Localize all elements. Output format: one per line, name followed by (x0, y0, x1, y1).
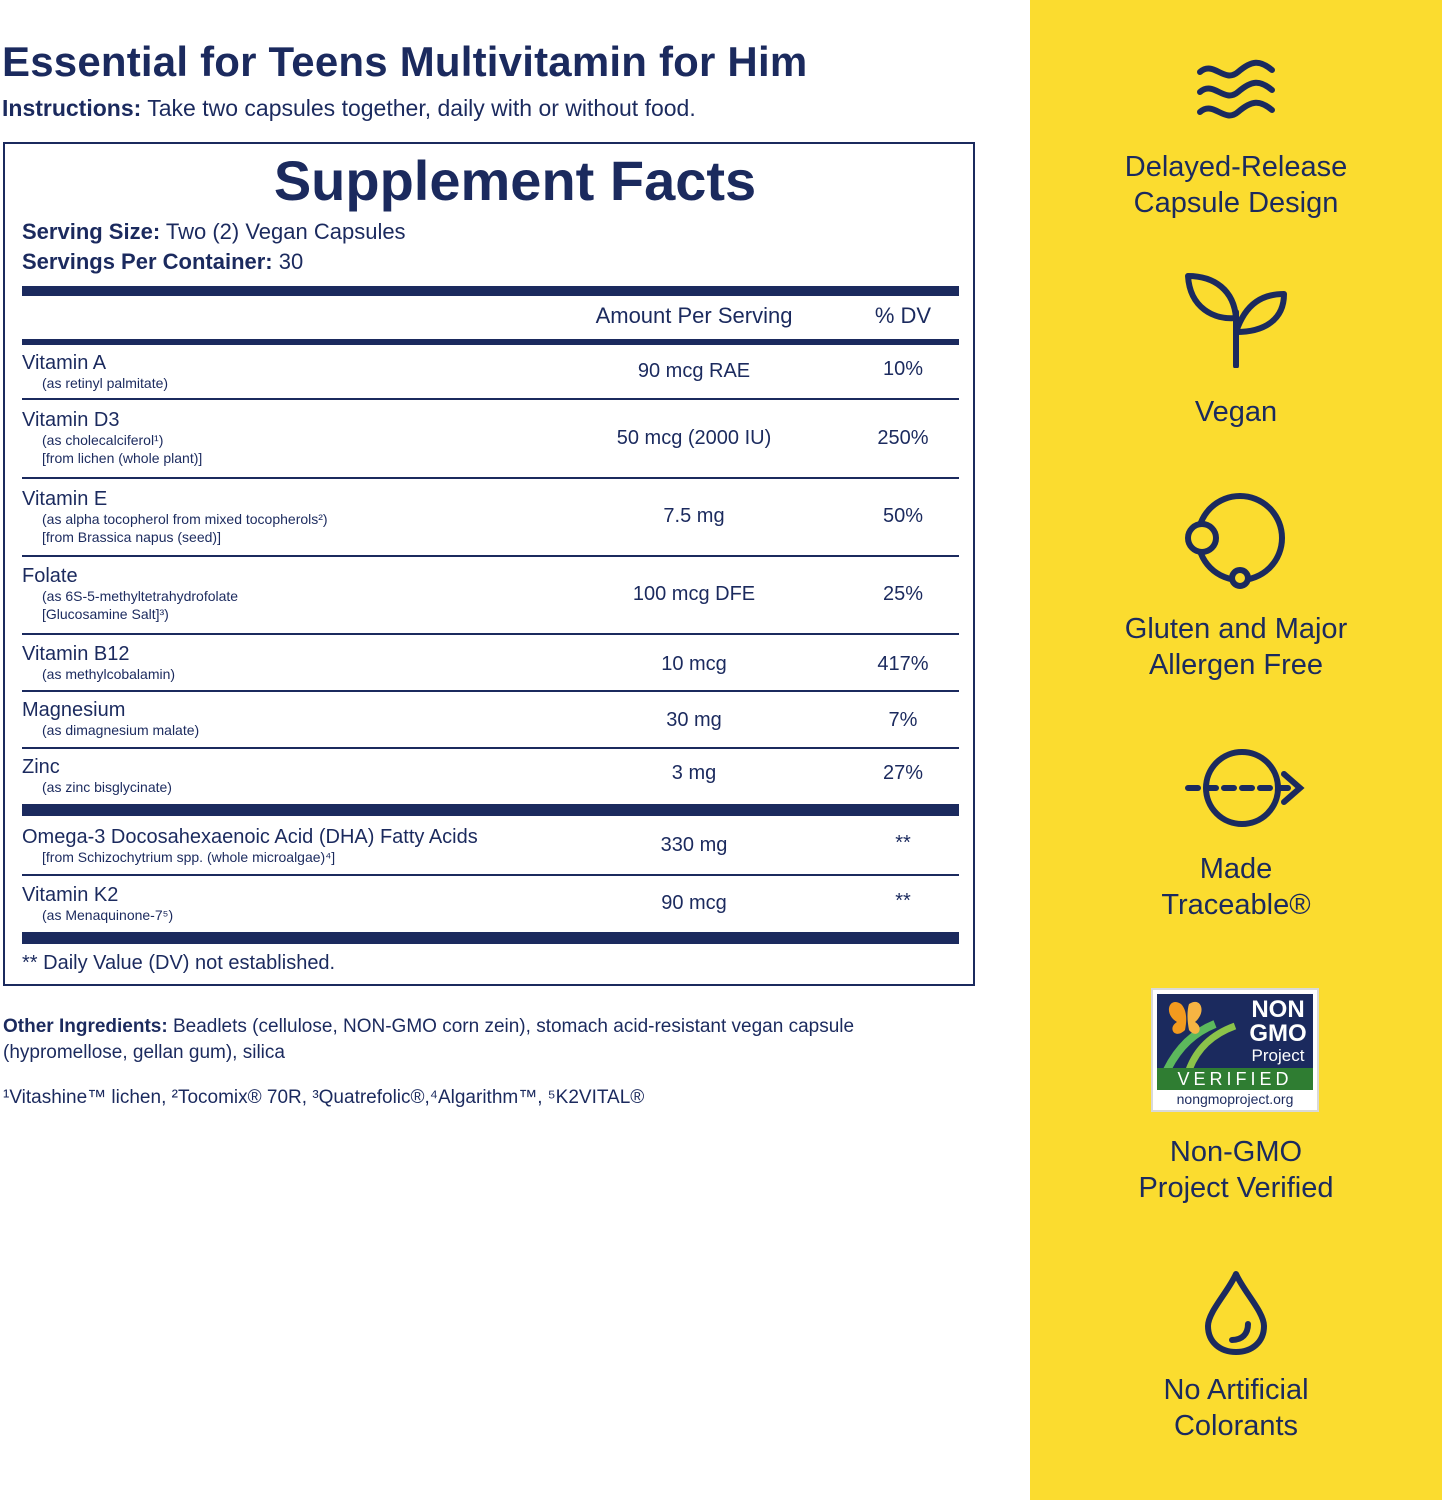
feature-line: Allergen Free (1148, 649, 1324, 681)
badge-project: Project (1251, 1046, 1305, 1065)
product-title: Essential for Teens Multivitamin for Him (2, 38, 808, 85)
butterfly-icon (1159, 996, 1239, 1070)
feature-label (1030, 149, 1442, 221)
nutrient-row (22, 352, 168, 392)
feature-label (1030, 611, 1442, 683)
thick-divider (22, 286, 959, 296)
thick-divider (22, 804, 959, 816)
serving-size-label: Serving Size: (22, 219, 161, 244)
nutrient-name: Zinc (22, 756, 60, 778)
nutrient-amount: 10 mcg (661, 653, 727, 675)
nutrient-dv: 417% (877, 653, 929, 675)
waves-icon (1196, 58, 1276, 129)
nutrient-amount: 50 mcg (2000 IU) (616, 427, 772, 449)
nutrient-amount: 90 mcg (661, 892, 727, 914)
nutrient-name: Vitamin A (22, 352, 107, 374)
instructions-label: Instructions: (2, 95, 142, 121)
badge-non: NON (1251, 996, 1305, 1023)
feature-line: Project Verified (1138, 1172, 1334, 1204)
row-divider (22, 690, 959, 692)
nutrient-name: Folate (22, 565, 78, 587)
nutrient-row (22, 699, 199, 739)
nutrient-dv: ** (895, 832, 911, 854)
feature-line: Made (1199, 853, 1273, 885)
other-ingredients-text: Beadlets (cellulose, NON-GMO corn zein), stomach acid-resistant vegan capsule (hypromellose, gellan gum), silica (3, 1016, 855, 1063)
other-ingredients (3, 1014, 903, 1066)
nutrient-row (22, 884, 173, 924)
nutrient-source: (as dimagnesium malate) (42, 722, 200, 738)
badge-url: nongmoproject.org (1176, 1091, 1294, 1107)
column-header-dv: % DV (874, 303, 932, 328)
instructions (2, 95, 696, 122)
nutrient-source: (as 6S-5-methyltetrahydrofolate (42, 588, 239, 604)
nutrient-dv: 250% (877, 427, 929, 449)
nutrient-dv: ** (895, 890, 911, 912)
nutrient-dv: 25% (882, 583, 924, 605)
nutrient-dv: 10% (882, 358, 924, 380)
nutrient-source-detail: [Glucosamine Salt]³) (42, 606, 169, 622)
nutrient-amount: 30 mg (666, 709, 722, 731)
nutrient-amount: 330 mg (660, 834, 728, 856)
badge-gmo: GMO (1249, 1020, 1307, 1047)
feature-line: Colorants (1173, 1410, 1299, 1442)
nutrient-amount: 7.5 mg (663, 505, 725, 527)
supplement-facts-heading: Supplement Facts (273, 149, 757, 212)
badge-verified: VERIFIED (1157, 1068, 1313, 1090)
sprout-icon (1184, 272, 1288, 373)
row-divider (22, 555, 959, 557)
features-sidebar (1030, 0, 1442, 1500)
feature-line: Gluten and Major (1124, 613, 1348, 645)
non-gmo-badge (1151, 988, 1319, 1112)
feature-label (1030, 1134, 1442, 1206)
nutrient-source: [from Schizochytrium spp. (whole microalgae)⁴] (42, 849, 336, 865)
nutrient-source: (as methylcobalamin) (42, 666, 176, 682)
nutrient-name: Vitamin E (22, 488, 108, 510)
nutrient-row (22, 565, 238, 623)
nutrient-source: (as alpha tocopherol from mixed tocopherols²) (42, 511, 328, 527)
nutrient-row (22, 643, 175, 683)
nutrient-name: Magnesium (22, 699, 126, 721)
row-divider (22, 747, 959, 749)
feature-line: Non-GMO (1169, 1136, 1303, 1168)
feature-line: Capsule Design (1133, 187, 1339, 219)
nutrient-dv: 7% (888, 709, 918, 731)
servings-per-container-value: 30 (272, 249, 304, 274)
nutrient-row (22, 756, 172, 796)
nutrient-source: (as retinyl palmitate) (42, 375, 169, 391)
feature-label (1030, 1372, 1442, 1444)
nutrient-row (22, 488, 328, 546)
nutrient-amount: 90 mcg RAE (637, 360, 751, 382)
feature-line: Delayed-Release (1124, 151, 1348, 183)
badge-text (1243, 998, 1313, 1046)
nutrient-dv: 50% (882, 505, 924, 527)
nutrient-row (22, 826, 478, 866)
circle-node-icon (1184, 492, 1290, 597)
nutrient-amount: 3 mg (671, 762, 717, 784)
nutrient-source-detail: [from lichen (whole plant)] (42, 450, 203, 466)
instructions-text: Take two capsules together, daily with or without food. (141, 95, 696, 121)
nutrient-source: (as zinc bisglycinate) (42, 779, 172, 795)
nutrient-name: Vitamin D3 (22, 409, 120, 431)
dv-footnote: ** Daily Value (DV) not established. (22, 952, 336, 974)
nutrient-amount: 100 mcg DFE (632, 583, 756, 605)
thick-divider (22, 932, 959, 944)
feature-line: No Artificial (1163, 1374, 1309, 1406)
nutrient-source: (as cholecalciferol¹) (42, 432, 164, 448)
header-divider (22, 339, 959, 345)
feature-label (1030, 394, 1442, 430)
feature-label (1030, 851, 1442, 923)
nutrient-source: (as Menaquinone-7⁵) (42, 907, 174, 923)
nutrient-name: Vitamin K2 (22, 884, 119, 906)
feature-line: Traceable® (1161, 889, 1311, 921)
serving-size-value: Two (2) Vegan Capsules (160, 219, 406, 244)
nutrient-dv: 27% (882, 762, 924, 784)
other-ingredients-label: Other Ingredients: (3, 1016, 168, 1037)
nutrient-row (22, 409, 202, 467)
nutrient-source-detail: [from Brassica napus (seed)] (42, 529, 221, 545)
row-divider (22, 874, 959, 876)
row-divider (22, 633, 959, 635)
servings-per-container (22, 249, 303, 275)
droplet-icon (1204, 1270, 1268, 1361)
traceable-arrow-icon (1184, 746, 1308, 835)
nutrient-name: Vitamin B12 (22, 643, 130, 665)
nutrient-name: Omega-3 Docosahexaenoic Acid (DHA) Fatty Acids (22, 826, 478, 848)
servings-per-container-label: Servings Per Container: (22, 249, 273, 274)
serving-size (22, 219, 406, 245)
row-divider (22, 398, 959, 400)
trademark-notes: ¹Vitashine™ lichen, ²Tocomix® 70R, ³Quatrefolic®,⁴Algarithm™, ⁵K2VITAL® (3, 1087, 645, 1108)
column-header-amount: Amount Per Serving (595, 303, 793, 328)
feature-line: Vegan (1194, 396, 1278, 428)
row-divider (22, 477, 959, 479)
